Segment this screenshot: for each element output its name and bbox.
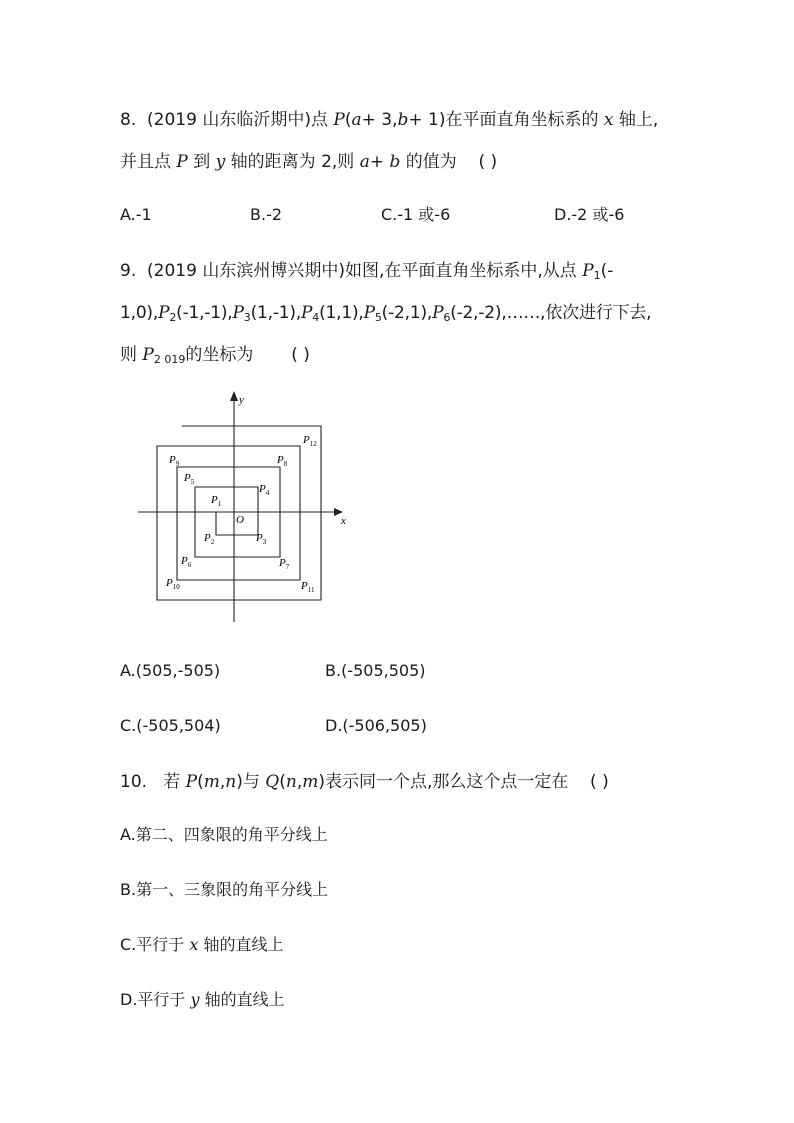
label-p3: $P_3$ xyxy=(256,532,267,546)
q10-option-a: A.第二、四象限的角平分线上 xyxy=(120,825,328,844)
label-p1: $P_1$ xyxy=(211,494,222,508)
q9-line2: $1,0),P_2(-1,-1),P_3(1,-1),P_4(1,1),P_5(-2,1),P_6(-2,-2),\dots\dots$,依次进行下去, xyxy=(120,303,652,324)
var-P: P xyxy=(333,110,345,130)
answer-paren: ( ) xyxy=(291,345,310,365)
label-p4: $P_4$ xyxy=(259,483,270,497)
answer-paren: ( ) xyxy=(590,772,609,792)
q9-number: 9. xyxy=(120,261,137,281)
q10-number: 10. xyxy=(120,772,148,792)
q9-line1: 9. (2019 山东滨州博兴期中)如图,在平面直角坐标系中,从点 $P_1(-$ xyxy=(120,261,614,282)
var-a: a xyxy=(351,110,362,130)
q8-source: (2019 山东临沂期中) xyxy=(147,110,311,130)
q9-option-b: B.(-505,505) xyxy=(325,661,426,680)
q10-option-b: B.第一、三象限的角平分线上 xyxy=(120,880,329,899)
x-axis-label: x xyxy=(341,515,346,527)
spiral-path xyxy=(157,426,321,600)
q8-option-b: B.-2 xyxy=(250,205,283,224)
label-p9: $P_9$ xyxy=(169,454,180,468)
answer-paren: ( ) xyxy=(478,152,498,172)
var-b: b xyxy=(397,110,409,130)
label-p2: $P_2$ xyxy=(204,532,215,546)
y-axis-label: y xyxy=(239,394,244,406)
label-p12: $P_{12}$ xyxy=(303,434,317,448)
label-p8: $P_8$ xyxy=(277,454,288,468)
q10-line1: 10. 若 P(m,n)与 Q(n,m)表示同一个点,那么这个点一定在 ( ) xyxy=(120,772,609,792)
q8-line1: 8. (2019 山东临沂期中)点 P(a+ 3,b+ 1)在平面直角坐标系的 x 轴上, xyxy=(120,110,659,130)
q8-option-c: C.-1 或-6 xyxy=(381,205,451,224)
label-p10: $P_{10}$ xyxy=(166,577,180,591)
label-p11: $P_{11}$ xyxy=(301,580,315,594)
origin-label: O xyxy=(236,514,244,526)
q8-option-d: D.-2 或-6 xyxy=(554,205,625,224)
q9-option-c: C.(-505,504) xyxy=(120,716,221,735)
q8-option-a: A.-1 xyxy=(120,205,152,224)
label-p6: $P_6$ xyxy=(181,555,192,569)
label-p7: $P_7$ xyxy=(279,557,290,571)
q9-option-d: D.(-506,505) xyxy=(325,716,427,735)
q10-option-d: D.平行于 y 轴的直线上 xyxy=(120,990,285,1009)
y-axis-arrow xyxy=(230,391,238,401)
q8-line2: 并且点 P 到 y 轴的距离为 2,则 a+ b 的值为 ( ) xyxy=(120,152,498,172)
q10-option-c: C.平行于 x 轴的直线上 xyxy=(120,935,284,954)
q9-source: (2019 山东滨州博兴期中) xyxy=(147,261,345,281)
q9-line3: 则 $P_{2 019}$的坐标为 ( ) xyxy=(120,345,310,366)
q9-option-a: A.(505,-505) xyxy=(120,661,221,680)
var-x: x xyxy=(603,110,614,130)
q8-number: 8. xyxy=(120,110,137,130)
label-p5: $P_5$ xyxy=(184,472,195,486)
var-y: y xyxy=(215,152,226,172)
